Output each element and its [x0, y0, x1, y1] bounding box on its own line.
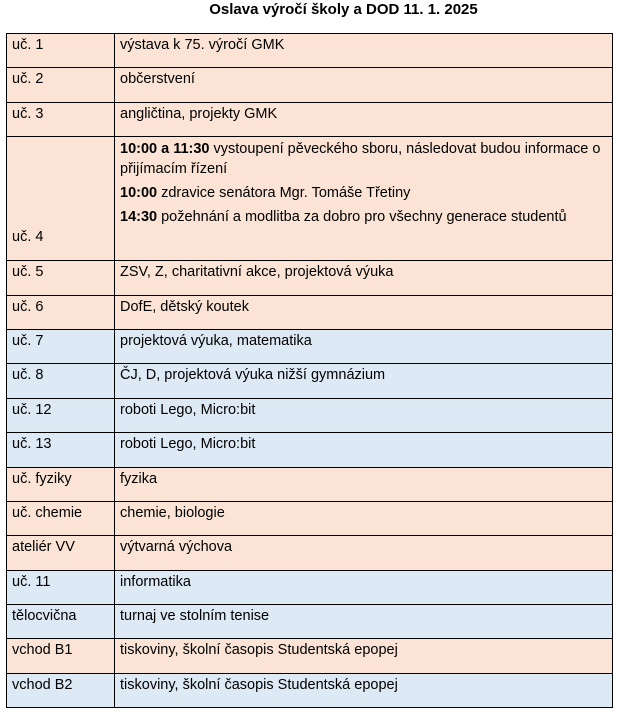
room-cell: vchod B1 [7, 639, 115, 673]
activity-cell: výtvarná výchova [115, 536, 613, 570]
room-cell: uč. 6 [7, 295, 115, 329]
table-row [7, 137, 613, 261]
activity-cell: turnaj ve stolním tenise [115, 605, 613, 639]
activity-cell: DofE, dětský koutek [115, 295, 613, 329]
table-row [7, 673, 613, 707]
table-row [7, 261, 613, 295]
event-text: požehnání a modlitba za dobro pro všechny generace studentů [157, 209, 567, 226]
event-time: 10:00 [120, 185, 158, 202]
room-cell: uč. fyziky [7, 467, 115, 501]
room-cell: tělocvična [7, 605, 115, 639]
activity-cell: roboti Lego, Micro:bit [115, 433, 613, 467]
table-row [7, 398, 613, 432]
table-row [7, 295, 613, 329]
table-row [7, 605, 613, 639]
room-cell: uč. 13 [7, 433, 115, 467]
table-row [7, 536, 613, 570]
activity-cell: projektová výuka, matematika [115, 329, 613, 363]
activity-cell: ZSV, Z, charitativní akce, projektová výuka [115, 261, 613, 295]
event-text: vystoupení pěveckého sboru, následovat budou informace o přijímacím řízení [120, 141, 601, 178]
room-cell: uč. 11 [7, 570, 115, 604]
schedule-table [6, 33, 613, 708]
activity-cell: občerstvení [115, 68, 613, 102]
activity-cell: roboti Lego, Micro:bit [115, 398, 613, 432]
room-cell: uč. 7 [7, 329, 115, 363]
room-cell: uč. chemie [7, 501, 115, 535]
table-row [7, 102, 613, 136]
room-cell: uč. 12 [7, 398, 115, 432]
event-time: 10:00 a 11:30 [120, 141, 210, 158]
event-time: 14:30 [120, 209, 158, 226]
activity-cell: chemie, biologie [115, 501, 613, 535]
table-row [7, 501, 613, 535]
room-cell: uč. 4 [7, 137, 115, 261]
room-cell: uč. 1 [7, 34, 115, 68]
room-cell: vchod B2 [7, 673, 115, 707]
table-row [7, 570, 613, 604]
activity-cell: angličtina, projekty GMK [115, 102, 613, 136]
room-cell: uč. 5 [7, 261, 115, 295]
activity-cell: výstava k 75. výročí GMK [115, 34, 613, 68]
activity-cell: tiskoviny, školní časopis Studentská epopej [115, 673, 613, 707]
event-text: zdravice senátora Mgr. Tomáše Třetiny [157, 185, 411, 202]
activity-cell: ČJ, D, projektová výuka nižší gymnázium [115, 364, 613, 398]
event-line [120, 139, 607, 179]
event-line [120, 183, 607, 203]
room-cell: ateliér VV [7, 536, 115, 570]
event-line [120, 207, 607, 227]
table-row [7, 329, 613, 363]
table-row [7, 433, 613, 467]
table-row [7, 364, 613, 398]
activity-cell: tiskoviny, školní časopis Studentská epopej [115, 639, 613, 673]
activity-cell [115, 137, 613, 261]
table-row [7, 639, 613, 673]
table-row [7, 467, 613, 501]
room-cell: uč. 8 [7, 364, 115, 398]
room-cell: uč. 2 [7, 68, 115, 102]
room-cell: uč. 3 [7, 102, 115, 136]
page-title: Oslava výročí školy a DOD 11. 1. 2025 [209, 1, 478, 18]
activity-cell: informatika [115, 570, 613, 604]
activity-cell: fyzika [115, 467, 613, 501]
table-row [7, 68, 613, 102]
table-row [7, 34, 613, 68]
